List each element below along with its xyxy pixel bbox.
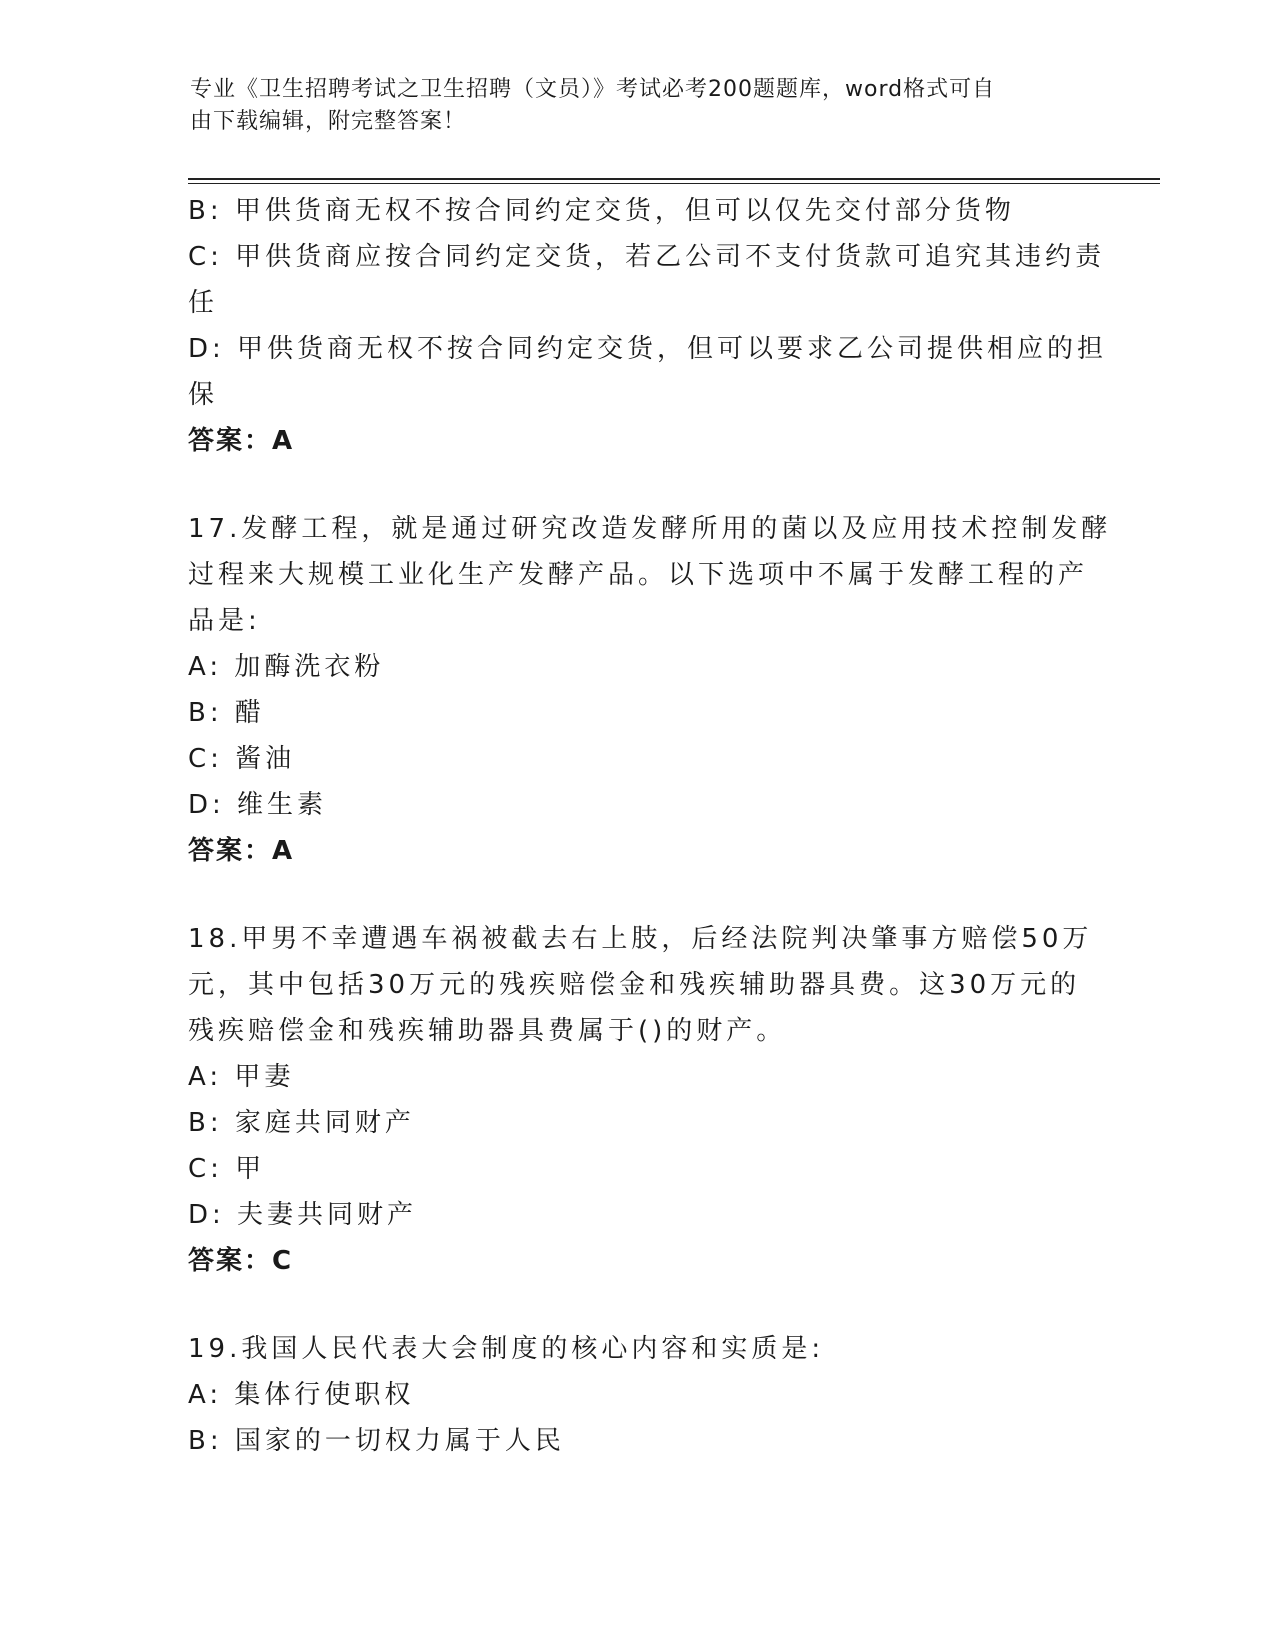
option-b: B: 醋	[188, 698, 265, 728]
option-b: B: 家庭共同财产	[188, 1108, 415, 1138]
spacer	[188, 1284, 1088, 1326]
option-b: B: 国家的一切权力属于人民	[188, 1426, 565, 1456]
question-19	[188, 1326, 1088, 1464]
option-a: A: 加酶洗衣粉	[188, 652, 385, 682]
option-c: C: 酱油	[188, 744, 296, 774]
question-stem-wrap: 残疾赔偿金和残疾辅助器具费属于()的财产。	[188, 1016, 787, 1046]
option-c: C: 甲供货商应按合同约定交货，若乙公司不支付货款可追究其违约责	[188, 242, 1106, 272]
option-a: A: 集体行使职权	[188, 1380, 415, 1410]
option-b: B: 甲供货商无权不按合同约定交货，但可以仅先交付部分货物	[188, 196, 1015, 226]
option-a: A: 甲妻	[188, 1062, 295, 1092]
question-17	[188, 506, 1112, 874]
question-content	[188, 188, 1112, 1464]
option-d-wrap: 保	[188, 380, 219, 410]
answer-label: 答案：A	[188, 426, 295, 456]
option-d: D: 甲供货商无权不按合同约定交货，但可以要求乙公司提供相应的担	[188, 334, 1108, 364]
spacer	[188, 874, 1088, 916]
option-c: C: 甲	[188, 1154, 266, 1184]
option-c-wrap: 任	[188, 288, 219, 318]
question-16-continued	[188, 188, 1108, 464]
question-stem: 18.甲男不幸遭遇车祸被截去右上肢，后经法院判决肇事方赔偿50万	[188, 924, 1093, 954]
question-stem-wrap: 过程来大规模工业化生产发酵产品。以下选项中不属于发酵工程的产	[188, 560, 1089, 590]
header-rule-thick	[188, 178, 1160, 180]
question-stem: 17.发酵工程，就是通过研究改造发酵所用的菌以及应用技术控制发酵	[188, 514, 1112, 544]
option-d: D: 维生素	[188, 790, 328, 820]
question-18	[188, 916, 1093, 1284]
question-stem: 19.我国人民代表大会制度的核心内容和实质是:	[188, 1334, 825, 1364]
page-header	[190, 74, 1070, 138]
option-d: D: 夫妻共同财产	[188, 1200, 418, 1230]
question-stem-wrap: 品是:	[188, 606, 261, 636]
question-stem-wrap: 元，其中包括30万元的残疾赔偿金和残疾辅助器具费。这30万元的	[188, 970, 1081, 1000]
answer-label: 答案：A	[188, 836, 295, 866]
header-line-2: 由下载编辑，附完整答案！	[190, 109, 467, 134]
header-line-1: 专业《卫生招聘考试之卫生招聘（文员）》考试必考200题题库，word格式可自	[190, 77, 996, 102]
answer-label: 答案：C	[188, 1246, 294, 1276]
spacer	[188, 464, 1088, 506]
header-rule-thin	[188, 183, 1160, 184]
